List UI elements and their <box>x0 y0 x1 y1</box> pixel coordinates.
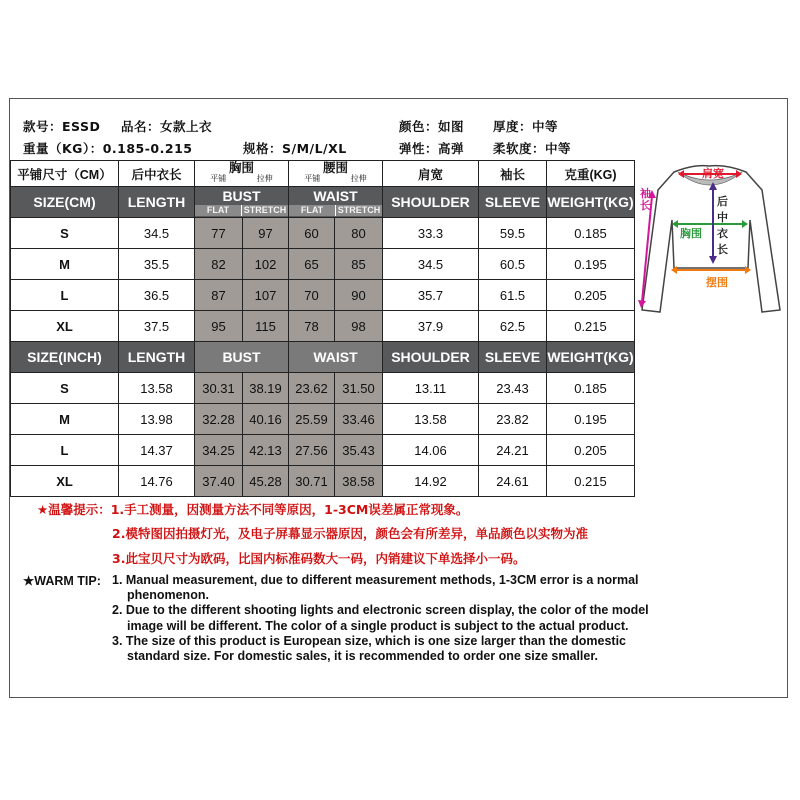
warm-tip-item-2: 2. Due to the different shooting lights and electronic screen display, the color of the model image will be different. The color of a single product is subject to the actual product. <box>112 603 649 633</box>
shoulder-cell: 13.11 <box>383 373 479 404</box>
note-cn-3: 3.此宝贝尺寸为欧码，比国内标准码数大一码，内销建议下单选择小一码。 <box>112 551 526 566</box>
table-row <box>11 249 635 280</box>
table-row <box>11 404 635 435</box>
en-header-bust <box>195 187 289 218</box>
sleeve-cell: 24.21 <box>479 435 547 466</box>
en-header-waist <box>289 187 383 218</box>
sleeve-cell: 23.82 <box>479 404 547 435</box>
en-bust-label: BUST <box>222 188 261 204</box>
warm-tip-item-3: 3. The size of this product is European size, which is one size larger than the domestic standard size. For domestic sales, it is recommended to order one size smaller. <box>112 633 627 664</box>
waist-stretch-cell: 31.50 <box>335 373 383 404</box>
note-cn-1: ★温馨提示：1.手工测量，因测量方法不同等原因，1-3CM误差属正常现象。 <box>37 502 469 517</box>
cn-header-sleeve: 袖长 <box>479 161 547 187</box>
waist-flat-cell: 23.62 <box>289 373 335 404</box>
weight-cell: 0.195 <box>547 404 635 435</box>
garment-outline <box>634 160 784 320</box>
length-label: 后中衣长 <box>717 195 728 256</box>
bust-stretch-cell: 97 <box>243 218 289 249</box>
garment-measurement-diagram <box>634 160 784 320</box>
shoulder-cell: 33.3 <box>383 218 479 249</box>
cm-cn-header-row <box>11 161 635 187</box>
product-name: 品名：女款上衣 <box>121 119 213 134</box>
size-spec: 规格：S/M/L/XL <box>243 141 347 156</box>
warm-tip-item-1: 1. Manual measurement, due to different measurement methods, 1-3CM error is a normal phenomenon. <box>112 573 639 603</box>
waist-stretch-cell: 38.58 <box>335 466 383 497</box>
size-cell: XL <box>11 311 119 342</box>
size-cell: M <box>11 249 119 280</box>
sleeve-cell: 23.43 <box>479 373 547 404</box>
length-cell: 36.5 <box>119 280 195 311</box>
en-header-sleeve: SLEEVE <box>479 187 547 218</box>
en-header-size: SIZE(CM) <box>11 187 119 218</box>
bust-stretch-cell: 40.16 <box>243 404 289 435</box>
sleeve-cell: 59.5 <box>479 218 547 249</box>
style-number: 款号：ESSD <box>23 119 101 134</box>
sleeve-cell: 60.5 <box>479 249 547 280</box>
waist-flat-cell: 30.71 <box>289 466 335 497</box>
en-header-bust: BUST <box>195 342 289 373</box>
waist-stretch-cell: 90 <box>335 280 383 311</box>
weight-cell: 0.215 <box>547 311 635 342</box>
waist-stretch-cell: 33.46 <box>335 404 383 435</box>
size-cell: M <box>11 404 119 435</box>
en-header-shoulder: SHOULDER <box>383 187 479 218</box>
warm-tip-label: ★WARM TIP: <box>23 574 101 588</box>
table-row <box>11 435 635 466</box>
en-header-sleeve: SLEEVE <box>479 342 547 373</box>
weight-cell: 0.185 <box>547 218 635 249</box>
cn-waist-stretch: 拉伸 <box>350 174 367 183</box>
cn-header-length: 后中衣长 <box>119 161 195 187</box>
waist-flat-cell: 25.59 <box>289 404 335 435</box>
elasticity-info: 弹性：高弹 <box>399 141 465 156</box>
bust-stretch-cell: 102 <box>243 249 289 280</box>
en-header-length: LENGTH <box>119 187 195 218</box>
cn-bust-flat: 平铺 <box>210 174 227 183</box>
waist-flat-cell: 60 <box>289 218 335 249</box>
cn-bust-stretch: 拉伸 <box>256 174 273 183</box>
length-cell: 14.37 <box>119 435 195 466</box>
cn-header-shoulder: 肩宽 <box>383 161 479 187</box>
shoulder-cell: 37.9 <box>383 311 479 342</box>
note-cn-2: 2.模特图因拍摄灯光，及电子屏幕显示器原因，颜色会有所差异，单品颜色以实物为准 <box>112 526 588 541</box>
size-cell: S <box>11 218 119 249</box>
waist-flat-cell: 70 <box>289 280 335 311</box>
bust-label: 胸围 <box>680 227 702 240</box>
size-cell: L <box>11 280 119 311</box>
inch-size-table <box>10 341 635 497</box>
en-waist-flat: FLAT <box>289 205 335 216</box>
size-cell: S <box>11 373 119 404</box>
weight-cell: 0.185 <box>547 373 635 404</box>
cn-waist-flat: 平铺 <box>304 174 321 183</box>
cm-en-header-row <box>11 187 635 218</box>
waist-stretch-cell: 98 <box>335 311 383 342</box>
waist-stretch-cell: 35.43 <box>335 435 383 466</box>
bust-flat-cell: 30.31 <box>195 373 243 404</box>
inch-en-header-row <box>11 342 635 373</box>
bust-flat-cell: 32.28 <box>195 404 243 435</box>
weight-range: 重量（KG）：0.185-0.215 <box>23 141 193 156</box>
waist-stretch-cell: 80 <box>335 218 383 249</box>
shoulder-cell: 34.5 <box>383 249 479 280</box>
cn-bust-label: 胸围 <box>228 161 254 175</box>
length-cell: 13.98 <box>119 404 195 435</box>
bust-flat-cell: 87 <box>195 280 243 311</box>
cn-header-bust <box>195 161 289 187</box>
shoulder-cell: 14.06 <box>383 435 479 466</box>
en-bust-flat: FLAT <box>195 205 241 216</box>
table-row <box>11 280 635 311</box>
weight-cell: 0.195 <box>547 249 635 280</box>
length-cell: 13.58 <box>119 373 195 404</box>
sleeve-cell: 24.61 <box>479 466 547 497</box>
waist-stretch-cell: 85 <box>335 249 383 280</box>
bust-flat-cell: 82 <box>195 249 243 280</box>
cn-waist-label: 腰围 <box>322 161 348 175</box>
length-cell: 37.5 <box>119 311 195 342</box>
length-cell: 35.5 <box>119 249 195 280</box>
cn-header-weight: 克重(KG) <box>547 161 635 187</box>
bust-stretch-cell: 42.13 <box>243 435 289 466</box>
en-header-length: LENGTH <box>119 342 195 373</box>
table-row <box>11 373 635 404</box>
weight-cell: 0.205 <box>547 280 635 311</box>
shoulder-cell: 14.92 <box>383 466 479 497</box>
en-header-weight: WEIGHT(KG) <box>547 342 635 373</box>
warm-tip-body <box>112 573 652 664</box>
en-waist-label: WAIST <box>313 188 358 204</box>
shoulder-label: 肩宽 <box>702 167 724 180</box>
en-header-waist: WAIST <box>289 342 383 373</box>
bust-stretch-cell: 115 <box>243 311 289 342</box>
bust-stretch-cell: 38.19 <box>243 373 289 404</box>
weight-cell: 0.205 <box>547 435 635 466</box>
en-waist-stretch: STRETCH <box>335 205 382 216</box>
table-row <box>11 466 635 497</box>
bust-flat-cell: 37.40 <box>195 466 243 497</box>
size-cell: L <box>11 435 119 466</box>
bust-flat-cell: 34.25 <box>195 435 243 466</box>
sleeve-cell: 61.5 <box>479 280 547 311</box>
en-header-size-inch: SIZE(INCH) <box>11 342 119 373</box>
bust-stretch-cell: 107 <box>243 280 289 311</box>
cn-header-waist <box>289 161 383 187</box>
length-cell: 14.76 <box>119 466 195 497</box>
shoulder-cell: 13.58 <box>383 404 479 435</box>
shoulder-cell: 35.7 <box>383 280 479 311</box>
bust-flat-cell: 77 <box>195 218 243 249</box>
table-row <box>11 311 635 342</box>
size-cell: XL <box>11 466 119 497</box>
waist-flat-cell: 65 <box>289 249 335 280</box>
waist-flat-cell: 27.56 <box>289 435 335 466</box>
sleeve-cell: 62.5 <box>479 311 547 342</box>
en-header-weight: WEIGHT(KG) <box>547 187 635 218</box>
bust-flat-cell: 95 <box>195 311 243 342</box>
length-cell: 34.5 <box>119 218 195 249</box>
en-header-shoulder: SHOULDER <box>383 342 479 373</box>
hem-label: 摆围 <box>706 276 728 289</box>
waist-flat-cell: 78 <box>289 311 335 342</box>
sleeve-label: 袖长 <box>640 187 651 212</box>
weight-cell: 0.215 <box>547 466 635 497</box>
table-row <box>11 218 635 249</box>
cm-size-table <box>10 160 635 342</box>
cn-header-size: 平铺尺寸（CM） <box>11 161 119 187</box>
color-info: 颜色：如图 <box>399 119 465 134</box>
softness-info: 柔软度：中等 <box>493 141 572 156</box>
en-bust-stretch: STRETCH <box>241 205 288 216</box>
thickness-info: 厚度：中等 <box>493 119 559 134</box>
bust-stretch-cell: 45.28 <box>243 466 289 497</box>
